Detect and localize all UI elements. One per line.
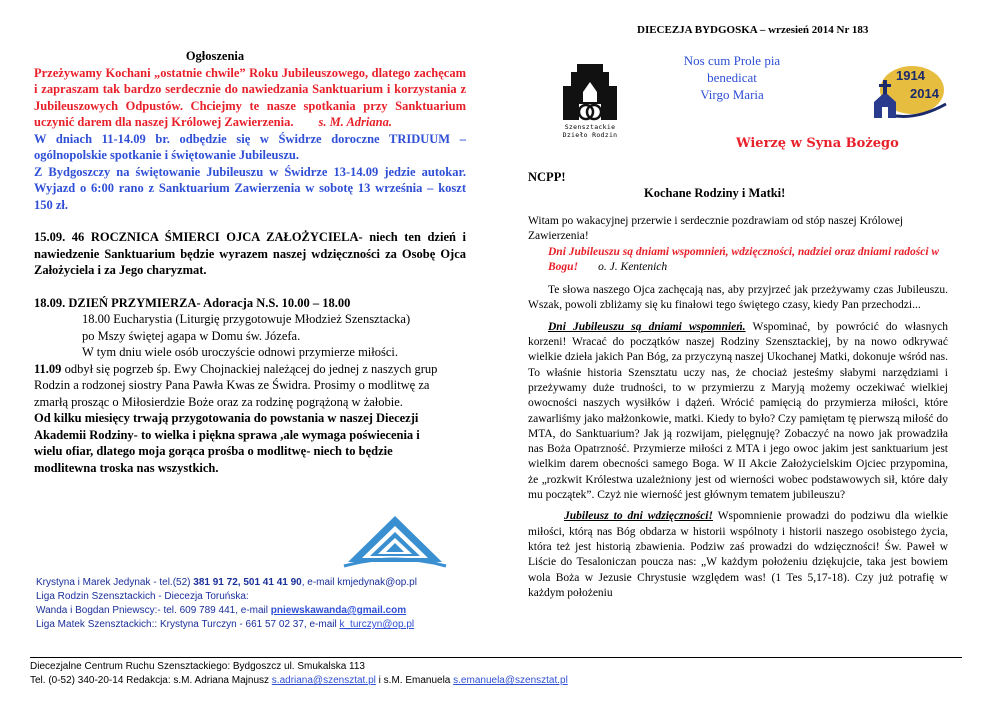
footer-and: i s.M. Emanuela xyxy=(375,675,454,686)
letter-paragraph-4 xyxy=(528,509,948,601)
jubilee-logo xyxy=(860,60,950,130)
quote-author: o. J. Kentenich xyxy=(598,260,668,273)
contact-list xyxy=(36,576,466,632)
adriana-email-link[interactable]: s.adriana@szensztat.pl xyxy=(271,675,376,686)
letter-paragraph-2: Te słowa naszego Ojca zachęcają nas, aby przyjrzeć jak przeżywamy czas Jubileuszu. Wszak, powoli zbliżamy się ku finałowi tego świętego czasy, kiedy Pan przechodzi... xyxy=(528,284,948,312)
schoenstatt-emblem xyxy=(340,512,450,570)
contact-torun-league: Liga Rodzin Szensztackich - Diecezja Toruńska: xyxy=(36,591,249,602)
turczyn-email-link[interactable]: k_turczyn@op.pl xyxy=(339,619,415,630)
covenant-line-2: po Mszy świętej agapa w Domu św. Józefa. xyxy=(82,328,301,343)
footer xyxy=(30,660,568,688)
latin-line-1: Nos cum Prole pia xyxy=(683,53,781,68)
letter-body xyxy=(528,202,948,601)
jubilee-invitation-text: Przeżywamy Kochani „ostatnie chwile” Roku Jubileuszowego, dlatego zachęcam i zapraszam tak bardzo serdecznie do nawiedzania Sanktuarium i korzystania z Jubileuszowych Odpustów. Chciejmy te nasze spotkania przy Sanktuarium uczynić darem dla naszej Królowej Zawierzenia. xyxy=(34,65,466,129)
contact-jedynak-phones: 381 91 72, 501 41 41 90 xyxy=(193,577,302,588)
contact-jedynak-email: , e-mail kmjedynak@op.pl xyxy=(301,577,417,588)
announcements-title: Ogłoszenia xyxy=(185,49,245,63)
paragraph-3-text: Wspominać, by powrócić do własnych korzeni! Wracać do początków naszej Rodziny Szensztackiej, by na nowo odkrywać wielkie dzieła jakich Pan Bóg, za przyczyną naszej Ukochanej Matki, dokonuje wśród nas. To właśnie historia Szensztatu uczy nas, że chociaż jesteśmy słabymi narzędziami i przeżywamy duże trudności, to w przymierzu z Maryją możemy oczekiwać wielkiej owocności naszych wysiłków i dążeń. Wrócić pamięcią do przymierza miłości, które zawarliśmy jako małżonkowie, matki. Kiedy to było? Czy pamiętam tę pierwszą miłość do MTA, do Sanktuarium? Jak ją rozwijam, pielęgnuję? Zobaczyć na nowo jak prowadziła nas Boża Opatrzność. Przymierze miłości z MTA i jego owoc jakim jest sanktuarium jest wielkim darem obecności samego Boga. W II Akcie Założycielskim Ojciec przypomina, że „rozkwit Królestwa uzależniony jest od wierności wobec podstawowych sił, które dały mu początek”. Czyż nie wierność jest głównym tematem jubileuszu? xyxy=(528,320,948,502)
footer-editorial: Tel. (0-52) 340-20-14 Redakcja: s.M. Adriana Majnusz xyxy=(30,675,272,686)
academy-notice: Od kilku miesięcy trwają przygotowania do powstania w naszej Diecezji Akademii Rodziny- to wielka i piękna sprawa ,ale wymaga poświecenia i wielu ofiar, dlatego moja gorąca prośba o modlitwę- niech to będzie modlitewna troska nas wszystkich. xyxy=(34,411,420,475)
faith-title: Wierzę w Syna Bożego xyxy=(736,136,899,151)
bus-notice: Z Bydgoszczy na świętowanie Jubileuszu w Świdrze 13-14.09 jedzie autokar. Wyjazd o 6:00 rano z Sanktuarium Zawierzenia w sobotę 13 września – koszt 150 zł. xyxy=(34,164,466,212)
jubilee-invitation xyxy=(34,65,466,131)
footer-divider xyxy=(30,657,962,658)
covenant-day-heading: 18.09. DZIEŃ PRZYMIERZA- Adoracja N.S. 10.00 – 18.00 xyxy=(34,295,351,310)
latin-motto xyxy=(672,52,792,103)
contact-pniewscy xyxy=(36,604,466,618)
letter-greeting: Kochane Rodziny i Matki! xyxy=(644,186,786,200)
contact-jedynak xyxy=(36,576,466,590)
latin-line-3: Virgo Maria xyxy=(700,87,764,102)
footer-contacts xyxy=(30,674,568,688)
contact-mothers-league xyxy=(36,618,466,632)
kentenich-quote xyxy=(528,245,948,276)
triduum-notice: W dniach 11-14.09 br. odbędzie się w Świdrze doroczne TRIDUUM – ogólnopolskie spotkanie i świętowanie Jubileuszu. xyxy=(34,131,466,162)
paragraph-4-text: Wspomnienie prowadzi do podziwu dla wielkie miłości, którą nas Bóg obdarza w historii wspólnoty i historii naszego osobistego życia, która też jest historią zbawienia. Podziw zaś prowadzi do wdzięczności! Św. Paweł w Liście do Tesaloniczan poucza nas: „W każdym położeniu dziękujcie, taka jest bowiem wola Boża w Jezusie Chrystusie względem was! (1 Tes 5,17-18). Czy już potrafię w każdym położeniu xyxy=(528,510,948,599)
founder-anniversary: 15.09. 46 ROCZNICA ŚMIERCI OJCA ZAŁOŻYCIELA- niech ten dzień i nawiedzenie Sanktuarium będzie wyrazem naszej wdzięczności za Osobę Ojca Założyciela i za Jego charyzmat. xyxy=(34,230,466,277)
logo-text-2: Dzieło Rodzin xyxy=(562,131,618,139)
covenant-details xyxy=(34,311,466,361)
contact-jedynak-label: Krystyna i Marek Jedynak - tel.(52) xyxy=(36,577,194,588)
signature: s. M. Adriana. xyxy=(318,115,392,129)
announcements-column xyxy=(34,48,466,476)
letter-paragraph-3 xyxy=(528,320,948,504)
ncpp-greeting: NCPP! xyxy=(528,170,566,184)
pniewscy-email-link[interactable]: pniewskawanda@gmail.com xyxy=(270,605,407,616)
jubilee-year-2: 2014 xyxy=(910,86,939,101)
latin-line-2: benedicat xyxy=(707,70,757,85)
funeral-date: 11.09 xyxy=(34,361,62,376)
covenant-line-3: W tym dniu wiele osób uroczyście odnowi przymierze miłości. xyxy=(82,345,399,359)
issue-header: DIECEZJA BYDGOSKA – wrzesień 2014 Nr 183 xyxy=(637,24,869,36)
emanuela-email-link[interactable]: s.emanuela@szensztat.pl xyxy=(453,675,568,686)
contact-pniewscy-label: Wanda i Bogdan Pniewscy:- tel. 609 789 441, e-mail xyxy=(36,605,271,616)
contact-mothers-label: Liga Matek Szensztackich:: Krystyna Turczyn - 661 57 02 37, e-mail xyxy=(36,619,340,630)
paragraph-4-lead: Jubileusz to dni wdzięczności! xyxy=(564,510,713,523)
paragraph-3-lead: Dni Jubileuszu są dniami wspomnień. xyxy=(548,320,746,333)
logo-text-1: Szensztackie xyxy=(564,123,616,131)
footer-address: Diecezjalne Centrum Ruchu Szensztackiego: Bydgoszcz ul. Smukalska 113 xyxy=(30,661,365,672)
shrine-emblem-icon xyxy=(340,512,450,570)
jubilee-year-1: 1914 xyxy=(896,68,925,83)
family-work-logo xyxy=(555,58,625,138)
covenant-line-1: 18.00 Eucharystia (Liturgię przygotowuje Młodzież Szensztacka) xyxy=(82,312,411,326)
letter-welcome: Witam po wakacyjnej przerwie i serdecznie pozdrawiam od stóp naszej Królowej Zawierzenia! xyxy=(528,215,904,243)
funeral-notice xyxy=(34,361,466,411)
quote-text: Dni Jubileuszu są dniami wspomnień, wdzięczności, nadziei oraz dniami radości w Bogu! xyxy=(548,245,940,273)
funeral-text: odbył się pogrzeb śp. Ewy Chojnackiej należącej do jednej z naszych grup Rodzin a rodzonej siostry Pana Pawła Kwas ze Świdra. Prosimy o modlitwę za zmarłą prosząc o Miłosierdzie Boże oraz za rodzinę pogrążoną w żałobie. xyxy=(34,361,438,409)
